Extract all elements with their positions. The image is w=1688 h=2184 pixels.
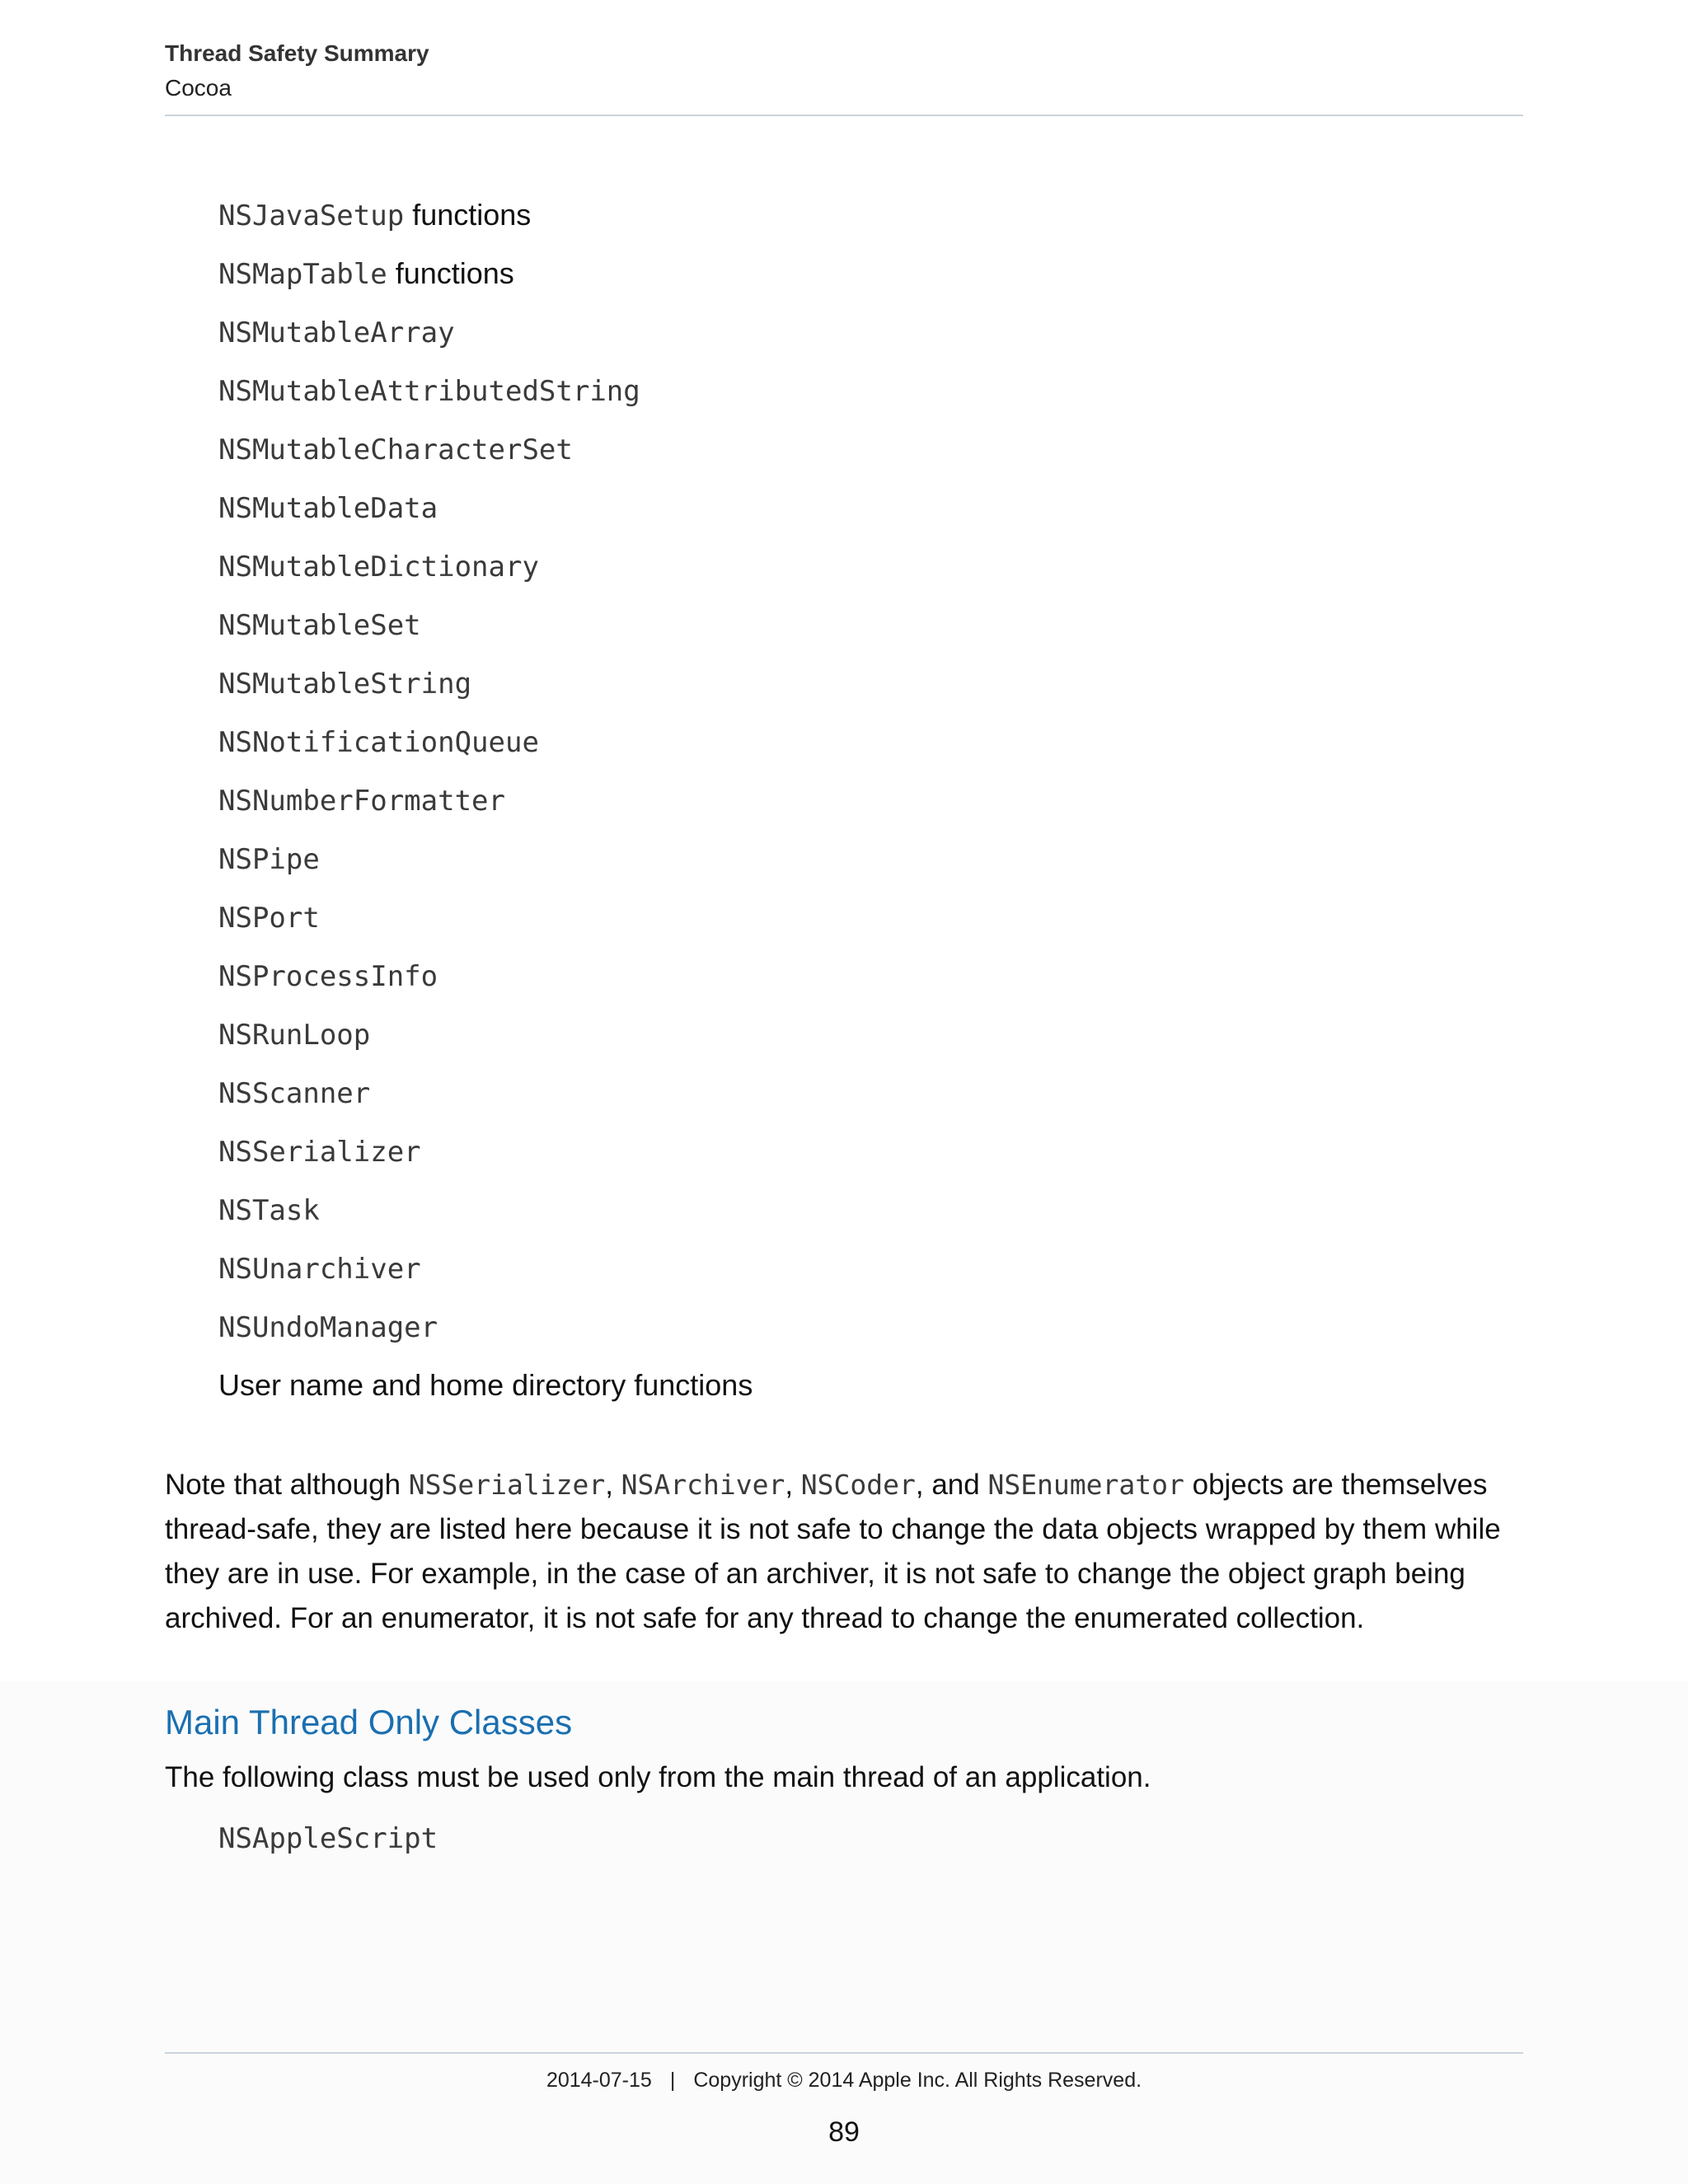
class-name: NSMutableCharacterSet xyxy=(218,434,573,466)
list-item xyxy=(218,368,753,426)
thread-unsafe-class-list xyxy=(218,192,753,1421)
class-name: NSUnarchiver xyxy=(218,1253,421,1286)
note-body: objects are themselves thread-safe, they are listed here because it is not safe to change the data objects wrapped by them while they are in use. For example, in the case of an archiver, it is not safe to change the object graph being archived. For an enumerator, it is not safe for any thread to change the enumerated collection. xyxy=(165,1469,1501,1634)
list-item xyxy=(218,777,753,836)
class-name: NSMutableData xyxy=(218,492,438,525)
note-code-nsenumerator: NSEnumerator xyxy=(987,1469,1184,1501)
class-name: NSPipe xyxy=(218,843,320,876)
class-name: NSMutableString xyxy=(218,668,472,701)
list-item xyxy=(218,192,753,251)
list-item xyxy=(218,1128,753,1187)
section-heading: Main Thread Only Classes xyxy=(165,1703,573,1741)
main-thread-class-list xyxy=(218,1816,438,1868)
class-name: NSNotificationQueue xyxy=(218,726,539,759)
header-title: Thread Safety Summary xyxy=(165,40,429,66)
note-separator: , and xyxy=(915,1469,988,1501)
section-intro: The following class must be used only from the main thread of an application. xyxy=(165,1761,1151,1793)
list-item xyxy=(218,1187,753,1245)
list-item xyxy=(218,1362,753,1421)
class-name: NSUndoManager xyxy=(218,1311,438,1344)
list-item xyxy=(218,953,753,1011)
list-item xyxy=(218,1304,753,1362)
list-item xyxy=(218,309,753,368)
running-header xyxy=(165,36,1523,105)
list-item xyxy=(218,251,753,309)
item-description: functions xyxy=(395,256,514,290)
page-number: 89 xyxy=(828,2116,860,2148)
note-separator: , xyxy=(785,1469,801,1501)
footer-divider xyxy=(165,2052,1523,2054)
item-description: functions xyxy=(412,198,532,232)
list-item xyxy=(218,836,753,894)
class-name: NSTask xyxy=(218,1194,320,1227)
footer-date: 2014-07-15 xyxy=(546,2069,652,2092)
header-subtitle: Cocoa xyxy=(165,75,232,101)
note-code-nsarchiver: NSArchiver xyxy=(621,1469,785,1501)
list-item xyxy=(218,1070,753,1128)
note-separator: , xyxy=(605,1469,621,1501)
list-item xyxy=(218,426,753,485)
class-name: NSScanner xyxy=(218,1077,371,1110)
list-item xyxy=(218,543,753,602)
note-code-nscoder: NSCoder xyxy=(800,1469,916,1501)
class-name: NSProcessInfo xyxy=(218,960,438,993)
note-code-nsserializer: NSSerializer xyxy=(408,1469,606,1501)
class-name: NSAppleScript xyxy=(218,1822,438,1855)
class-name: NSMutableSet xyxy=(218,609,421,642)
list-item xyxy=(218,602,753,660)
list-item xyxy=(218,1245,753,1304)
footer-copyright: Copyright © 2014 Apple Inc. All Rights Reserved. xyxy=(693,2069,1142,2092)
list-item xyxy=(218,485,753,543)
list-item xyxy=(218,660,753,719)
header-divider xyxy=(165,115,1523,116)
footer xyxy=(0,2064,1688,2097)
class-name: NSMutableDictionary xyxy=(218,551,539,583)
note-paragraph xyxy=(165,1463,1533,1641)
list-item xyxy=(218,719,753,777)
class-name: NSNumberFormatter xyxy=(218,785,505,818)
note-lead: Note that although xyxy=(165,1469,409,1501)
list-item xyxy=(218,1816,438,1868)
class-name: NSPort xyxy=(218,902,320,935)
class-name: NSMutableAttributedString xyxy=(218,375,640,408)
class-name: NSSerializer xyxy=(218,1136,421,1169)
list-item xyxy=(218,1011,753,1070)
item-description: User name and home directory functions xyxy=(218,1368,753,1402)
list-item xyxy=(218,894,753,953)
class-name: NSMapTable xyxy=(218,258,387,291)
class-name: NSJavaSetup xyxy=(218,199,405,232)
class-name: NSMutableArray xyxy=(218,316,455,349)
footer-separator: | xyxy=(669,2069,676,2092)
class-name: NSRunLoop xyxy=(218,1019,371,1052)
